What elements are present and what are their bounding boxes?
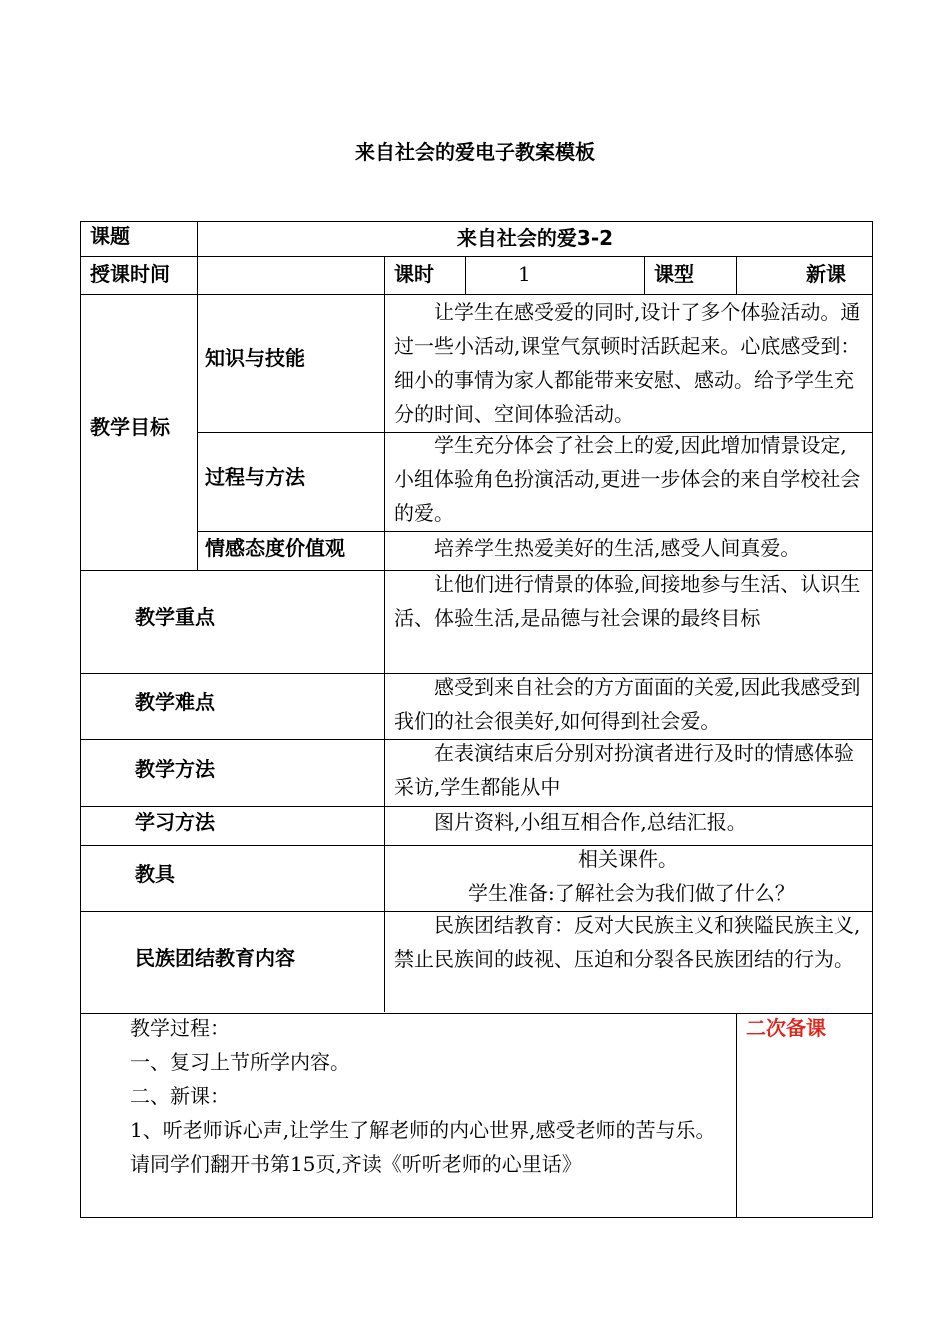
teaching-method-text: 在表演结束后分别对扮演者进行及时的情感体验采访,学生都能从中 — [394, 741, 854, 799]
teaching-method-label: 教学方法 — [135, 757, 215, 781]
type-label: 课型 — [654, 262, 694, 286]
process-line: 请同学们翻开书第15页,齐读《听听老师的心里话》 — [130, 1152, 582, 1176]
ethnic-unity-text: 民族团结教育：反对大民族主义和狭隘民族主义,禁止民族间的歧视、压迫和分裂各民族团结的行为。 — [394, 913, 861, 971]
document-title: 来自社会的爱电子教案模板 — [355, 140, 595, 164]
learning-method-label: 学习方法 — [135, 810, 215, 834]
table-rule — [80, 256, 873, 257]
topic-label: 课题 — [90, 224, 130, 248]
tools-line-1: 相关课件。 — [578, 847, 678, 871]
hours-value: 1 — [518, 262, 531, 286]
key-points-text: 让他们进行情景的体验,间接地参与生活、认识生活、体验生活,是品德与社会课的最终目标 — [394, 572, 861, 630]
learning-method-text: 图片资料,小组互相合作,总结汇报。 — [434, 810, 747, 834]
table-rule — [736, 256, 737, 294]
process-line: 二、新课： — [130, 1084, 230, 1108]
tools-line-2: 学生准备:了解社会为我们做了什么？ — [468, 881, 795, 905]
key-points-label: 教学重点 — [135, 605, 215, 629]
difficulties-label: 教学难点 — [135, 690, 215, 714]
table-rule — [736, 1013, 737, 1217]
table-rule — [644, 256, 645, 294]
process-line: 1、听老师诉心声,让学生了解老师的内心世界,感受老师的苦与乐。 — [130, 1118, 716, 1142]
difficulties-text: 感受到来自社会的方方面面的关爱,因此我感受到我们的社会很美好,如何得到社会爱。 — [394, 675, 861, 733]
time-label: 授课时间 — [90, 262, 170, 286]
goal-knowledge-label: 知识与技能 — [205, 346, 305, 370]
table-border-bottom — [80, 1217, 873, 1218]
table-rule — [384, 256, 385, 1012]
table-border-right — [872, 221, 873, 1218]
process-line: 教学过程： — [130, 1016, 230, 1040]
table-rule — [465, 256, 466, 294]
teaching-process — [90, 1011, 730, 1181]
type-value: 新课 — [806, 262, 846, 286]
ethnic-unity-label: 民族团结教育内容 — [135, 946, 295, 970]
second-prep-label: 二次备课 — [746, 1016, 826, 1040]
goal-emotion-text: 培养学生热爱美好的生活,感受人间真爱。 — [434, 536, 801, 560]
goal-process-label: 过程与方法 — [205, 465, 305, 489]
hours-label: 课时 — [394, 262, 434, 286]
table-border-left — [80, 221, 81, 1218]
topic-value: 来自社会的爱3-2 — [456, 226, 614, 250]
process-line: 一、复习上节所学内容。 — [130, 1050, 350, 1074]
goals-label: 教学目标 — [90, 415, 170, 439]
tools-label: 教具 — [135, 862, 175, 886]
goal-emotion-label: 情感态度价值观 — [205, 536, 345, 560]
goal-knowledge-text: 让学生在感受爱的同时,设计了多个体验活动。通过一些小活动,课堂气氛顿时活跃起来。心底感受到：细小的事情为家人都能带来安慰、感动。给予学生充分的时间、空间体验活动。 — [394, 300, 861, 426]
goal-process-text: 学生充分体会了社会上的爱,因此增加情景设定,小组体验角色扮演活动,更进一步体会的来自学校社会的爱。 — [394, 433, 861, 525]
table-rule — [197, 221, 198, 571]
